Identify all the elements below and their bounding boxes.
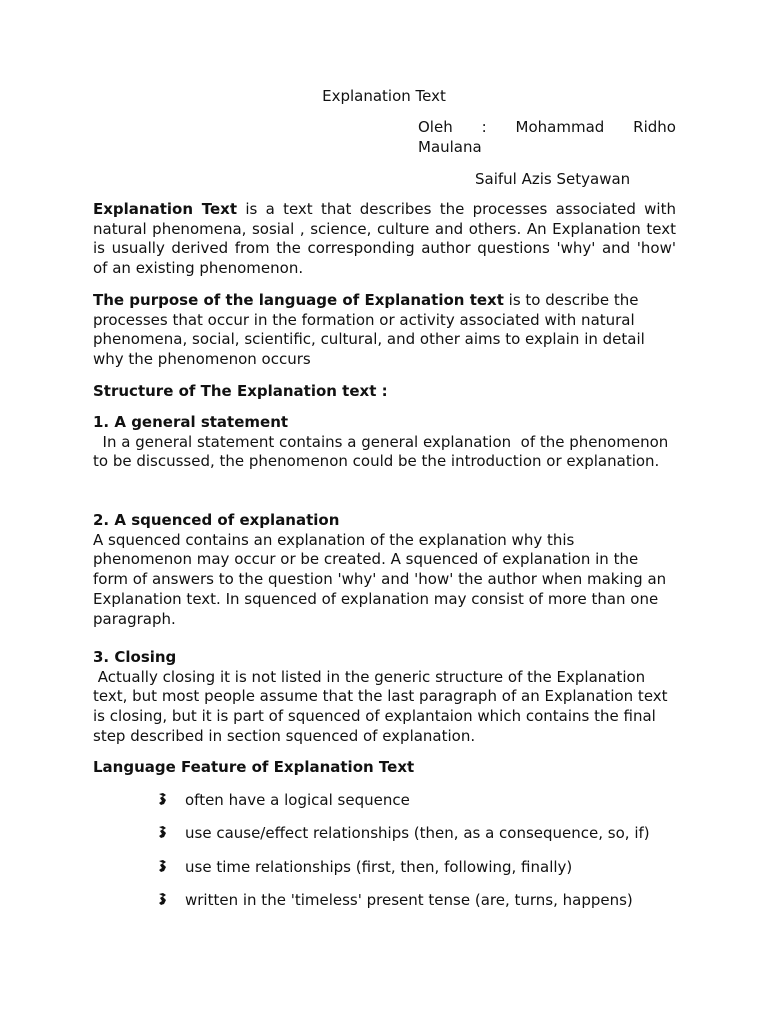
document-title-text: Explanation Text	[322, 87, 446, 105]
author-word: Mohammad	[515, 118, 605, 136]
bullet-glyph-icon	[158, 892, 168, 906]
bullet-glyph-icon	[158, 792, 168, 806]
purpose-term: The purpose of the language of Explanation text	[93, 291, 504, 309]
section-general-statement	[93, 413, 676, 472]
features-heading: Language Feature of Explanation Text	[93, 758, 415, 776]
list-item	[158, 855, 678, 888]
bullet-glyph-icon	[158, 825, 168, 839]
section-closing	[93, 648, 676, 747]
list-item-text: use time relationships (first, then, following, finally)	[185, 857, 573, 876]
section-heading: 3. Closing	[93, 648, 177, 666]
list-item	[158, 821, 678, 854]
purpose-paragraph	[93, 291, 676, 370]
bullet-glyph-icon	[158, 859, 168, 873]
structure-heading: Structure of The Explanation text :	[93, 382, 388, 400]
section-body: A squenced contains an explanation of the explanation why this phenomenon may occur or be created. A squenced of explanation in the form of answers to the question 'why' and 'how' the author when making an Explanation text. In squenced of explanation may consist of more than one paragraph.	[93, 530, 667, 628]
features-list	[158, 788, 678, 921]
list-item	[158, 788, 678, 821]
section-sequenced-explanation	[93, 511, 676, 629]
intro-paragraph	[93, 200, 676, 279]
purpose-body: is to describe the processes that occur in the formation or activity associated with natural phenomena, social, scientific, cultural, and other aims to explain in detail why the phenomenon occurs	[93, 291, 645, 369]
list-item	[158, 888, 678, 921]
author-word: Ridho	[633, 118, 676, 136]
second-author: Saiful Azis Setyawan	[475, 170, 631, 188]
list-item-text: often have a logical sequence	[185, 791, 410, 809]
author-word: :	[481, 118, 487, 136]
section-body: Actually closing it is not listed in the generic structure of the Explanation text, but most people assume that the last paragraph of an Explanation text is closing, but it is part of squenced of explantaion which contains the final step described in section squenced of explanation.	[93, 667, 673, 745]
section-body: In a general statement contains a general explanation of the phenomenon to be discussed, the phenomenon could be the introduction or explanation.	[93, 432, 674, 471]
author-line-1	[418, 117, 676, 137]
section-heading: 2. A squenced of explanation	[93, 511, 340, 529]
author-line-2: Maulana	[418, 138, 482, 156]
author-word: Oleh	[418, 118, 453, 136]
document-title	[0, 86, 768, 106]
list-item-text: written in the 'timeless' present tense (are, turns, happens)	[185, 890, 633, 909]
list-item-text: use cause/effect relationships (then, as a consequence, so, if)	[185, 824, 650, 843]
intro-body: is a text that describes the processes associated with natural phenomena, sosial , science, culture and others. An Explanation text is usually derived from the corresponding author questions 'why' and 'how' of an existing phenomenon.	[93, 200, 676, 278]
section-heading: 1. A general statement	[93, 413, 289, 431]
author-block	[418, 117, 676, 157]
intro-term: Explanation Text	[93, 200, 238, 218]
